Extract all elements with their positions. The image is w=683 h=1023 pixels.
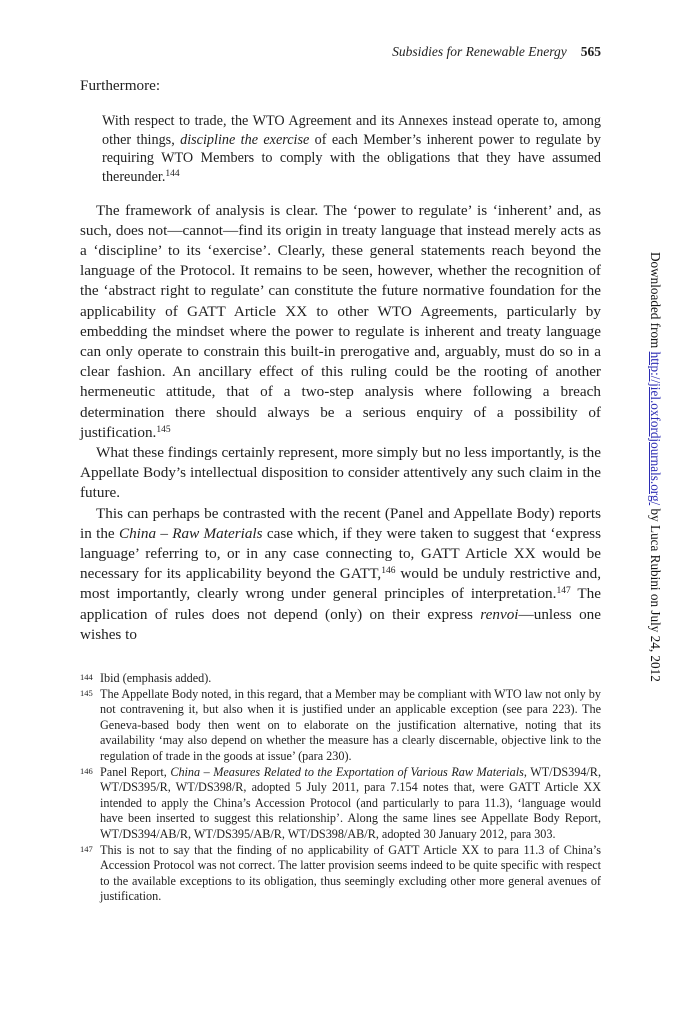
quote-emphasis: discipline the exercise (180, 131, 310, 148)
quote-text: With respect to trade, the WTO Agreement and its Annexes instead operate to, among other things, (102, 113, 601, 148)
paragraph-1 (80, 201, 601, 443)
footnote-144 (80, 671, 601, 687)
footnotes (80, 671, 601, 905)
paragraph-text: —unless one wishes to (80, 605, 601, 643)
footnote-text: This is not to say that the finding of no applicability of GATT Article XX to para 11.3 of China’s Accession Protocol was not correct. The latter provision seems indeed to be quite specific with respect to the available exceptions to its obligation, thus seemingly excluding other more general avenues of justification. (100, 842, 601, 904)
footnote-ref-145[interactable]: 145 (156, 424, 171, 435)
paragraph-2: What these findings certainly represent, more simply but no less importantly, is the Appellate Body’s intellectual disposition to consider attentively any such claim in the future. (80, 444, 601, 502)
page-number: 565 (580, 44, 601, 59)
watermark-text: Downloaded from (648, 252, 663, 352)
block-quote (102, 112, 601, 186)
footnote-145 (80, 687, 601, 765)
running-title: Subsidies for Renewable Energy (392, 44, 567, 59)
emphasis: renvoi (480, 605, 519, 623)
paragraph-text: case which, if they were taken to suggest that ‘express language’ referring to, or in any case connecting to, GATT Article XX would be necessary for its applicability beyond the GATT, (80, 524, 602, 583)
footnote-146 (80, 765, 601, 843)
footnote-147 (80, 843, 601, 905)
footnote-text: Ibid (emphasis added). (100, 671, 212, 685)
footnote-text: The Appellate Body noted, in this regard, that a Member may be compliant with WTO law not only by not contravening it, but also when it is justified under an applicable exception (see para 223). The Geneva-based body then went on to elaborate on the justification alternative, noting that its availability ‘may also depend on whether the measure has a clearly discernable, objective link to the regulation of trade in the goods at issue’ (para 230). (100, 686, 601, 763)
paragraph-text: would be unduly restrictive and, most importantly, clearly wrong under general principles of interpretation. (80, 565, 601, 603)
footnote-text: , WT/DS394/R, WT/DS395/R, WT/DS398/R, adopted 5 July 2011, para 7.154 notes that, were GATT Article XX intended to apply the China’s Accession Protocol (and particularly to para 11.3), ‘language would have been inserted to suggest this relationship’. Along the same lines see Appellate Body Report, WT/DS394/AB/R, WT/DS395/AB/R, WT/DS398/AB/R, adopted 30 January 2012, para 303. (100, 764, 601, 841)
download-watermark (647, 252, 663, 717)
paragraph-3 (80, 504, 601, 645)
case-name: China – Raw Materials (118, 524, 263, 542)
footnote-ref-146[interactable]: 146 (381, 566, 396, 577)
paragraph-text: This can perhaps be contrasted with the recent (Panel and Appellate Body) reports in the (80, 504, 601, 542)
footnote-ref-144[interactable]: 144 (165, 168, 180, 179)
footnote-number: 147 (80, 843, 93, 854)
footnote-number: 145 (80, 687, 93, 698)
footnote-ref-147[interactable]: 147 (556, 586, 571, 597)
paragraph-text: The framework of analysis is clear. The ‘power to regulate’ is ‘inherent’ and, as such, does not—cannot—find its origin in treaty language that instead merely acts as a ‘discipline’ to its ‘exercise’. Clearly, these general statements reach beyond the language of the Protocol. It remains to be seen, however, whether the recognition of the ‘abstract right to regulate’ can constitute the future normative foundation for the applicability of GATT Article XX to other WTO Agreements, particularly by embedding the mindset where the power to regulate is inherent and treaty language can only operate to constrain this built-in prerogative and, arguably, must do so in a clear fashion. An ancillary effect of this ruling could be the rooting of another hermeneutic attitude, that of a two-step analysis where following a breach determination there should always be a serious enquiry of a possibility of justification. (80, 201, 601, 441)
report-title: China – Measures Related to the Exportation of Various Raw Materials (170, 764, 524, 779)
quote-text: of each Member’s inherent power to regulate by requiring WTO Members to comply with the obligations that they have assumed thereunder. (102, 131, 601, 185)
watermark-text: by Luca Rubini on July 24, 2012 (648, 505, 663, 682)
journal-link[interactable]: http://jiel.oxfordjournals.org/ (648, 351, 663, 506)
lead-line: Furthermore: (80, 77, 161, 94)
footnote-text: Panel Report, (100, 764, 171, 779)
footnote-number: 144 (80, 672, 93, 682)
main-text (80, 76, 601, 645)
paragraph-text: The application of rules does not depend (only) on their express (80, 585, 602, 623)
running-head (80, 44, 601, 60)
footnote-number: 146 (80, 765, 93, 776)
